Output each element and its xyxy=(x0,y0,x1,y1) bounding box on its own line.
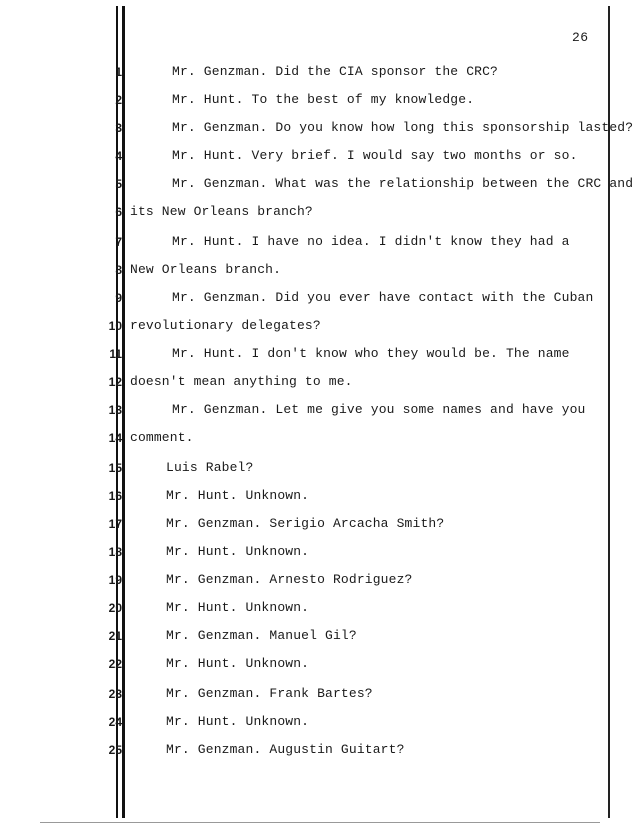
line-number: 11 xyxy=(109,347,122,361)
scan-edge-noise xyxy=(40,822,600,823)
transcript-line xyxy=(0,460,638,478)
line-number: 25 xyxy=(108,743,122,757)
transcript-line xyxy=(0,204,638,222)
transcript-line xyxy=(0,64,638,82)
line-number: 19 xyxy=(108,573,122,587)
line-number: 21 xyxy=(108,629,122,643)
line-number: 20 xyxy=(108,601,122,615)
line-number: 5 xyxy=(115,177,122,191)
line-number: 14 xyxy=(108,431,122,445)
transcript-line xyxy=(0,234,638,252)
line-text: Mr. Hunt. Unknown. xyxy=(166,488,310,503)
line-text: Mr. Hunt. Very brief. I would say two months or so. xyxy=(172,148,578,163)
line-text: Mr. Genzman. Did the CIA sponsor the CRC? xyxy=(172,64,499,79)
line-text: Mr. Hunt. To the best of my knowledge. xyxy=(172,92,475,107)
line-number: 6 xyxy=(115,205,122,219)
line-text: revolutionary delegates? xyxy=(130,318,321,333)
line-text: Mr. Genzman. Do you know how long this sponsorship lasted? xyxy=(172,120,634,135)
line-text: Mr. Genzman. Manuel Gil? xyxy=(166,628,357,643)
transcript-line xyxy=(0,488,638,506)
transcript-line xyxy=(0,656,638,674)
line-text: its New Orleans branch? xyxy=(130,204,313,219)
line-text: Mr. Genzman. Augustin Guitart? xyxy=(166,742,405,757)
transcript-line xyxy=(0,92,638,110)
line-number: 4 xyxy=(115,149,122,163)
transcript-line xyxy=(0,430,638,448)
line-number: 23 xyxy=(108,687,122,701)
line-text: New Orleans branch. xyxy=(130,262,282,277)
line-number: 7 xyxy=(115,235,122,249)
transcript-line xyxy=(0,544,638,562)
transcript-line xyxy=(0,120,638,138)
line-number: 15 xyxy=(108,461,122,475)
line-number: 18 xyxy=(108,545,122,559)
line-text: Mr. Genzman. What was the relationship between the CRC and xyxy=(172,176,634,191)
line-text: Mr. Hunt. Unknown. xyxy=(166,544,310,559)
transcript-line xyxy=(0,742,638,760)
line-text: Mr. Genzman. Arnesto Rodriguez? xyxy=(166,572,413,587)
transcript-line xyxy=(0,402,638,420)
line-number: 22 xyxy=(108,657,122,671)
transcript-line xyxy=(0,374,638,392)
line-number: 8 xyxy=(115,263,122,277)
transcript-line xyxy=(0,600,638,618)
line-text: Mr. Genzman. Let me give you some names and have you xyxy=(172,402,586,417)
line-text: doesn't mean anything to me. xyxy=(130,374,353,389)
line-number: 1 xyxy=(115,65,122,79)
line-number: 10 xyxy=(108,319,122,333)
transcript-line xyxy=(0,346,638,364)
line-number: 12 xyxy=(108,375,122,389)
transcript-line xyxy=(0,628,638,646)
line-text: Mr. Hunt. Unknown. xyxy=(166,656,310,671)
transcript-line xyxy=(0,290,638,308)
transcript-line xyxy=(0,516,638,534)
line-number: 9 xyxy=(115,291,122,305)
transcript-line xyxy=(0,714,638,732)
line-number: 3 xyxy=(115,121,122,135)
line-text: Luis Rabel? xyxy=(166,460,254,475)
line-text: Mr. Hunt. I don't know who they would be. The name xyxy=(172,346,570,361)
line-text: Mr. Genzman. Frank Bartes? xyxy=(166,686,373,701)
transcript-line xyxy=(0,318,638,336)
line-number: 24 xyxy=(108,715,122,729)
transcript-line xyxy=(0,572,638,590)
line-text: Mr. Genzman. Did you ever have contact with the Cuban xyxy=(172,290,594,305)
page-number: 26 xyxy=(572,30,589,45)
transcript-line xyxy=(0,686,638,704)
line-number: 13 xyxy=(108,403,122,417)
transcript-line xyxy=(0,148,638,166)
line-number: 16 xyxy=(108,489,122,503)
line-text: Mr. Genzman. Serigio Arcacha Smith? xyxy=(166,516,445,531)
transcript-line xyxy=(0,262,638,280)
line-text: Mr. Hunt. I have no idea. I didn't know they had a xyxy=(172,234,570,249)
transcript-line xyxy=(0,176,638,194)
line-text: Mr. Hunt. Unknown. xyxy=(166,600,310,615)
line-text: Mr. Hunt. Unknown. xyxy=(166,714,310,729)
line-number: 2 xyxy=(115,93,122,107)
line-text: comment. xyxy=(130,430,194,445)
line-number: 17 xyxy=(108,517,122,531)
